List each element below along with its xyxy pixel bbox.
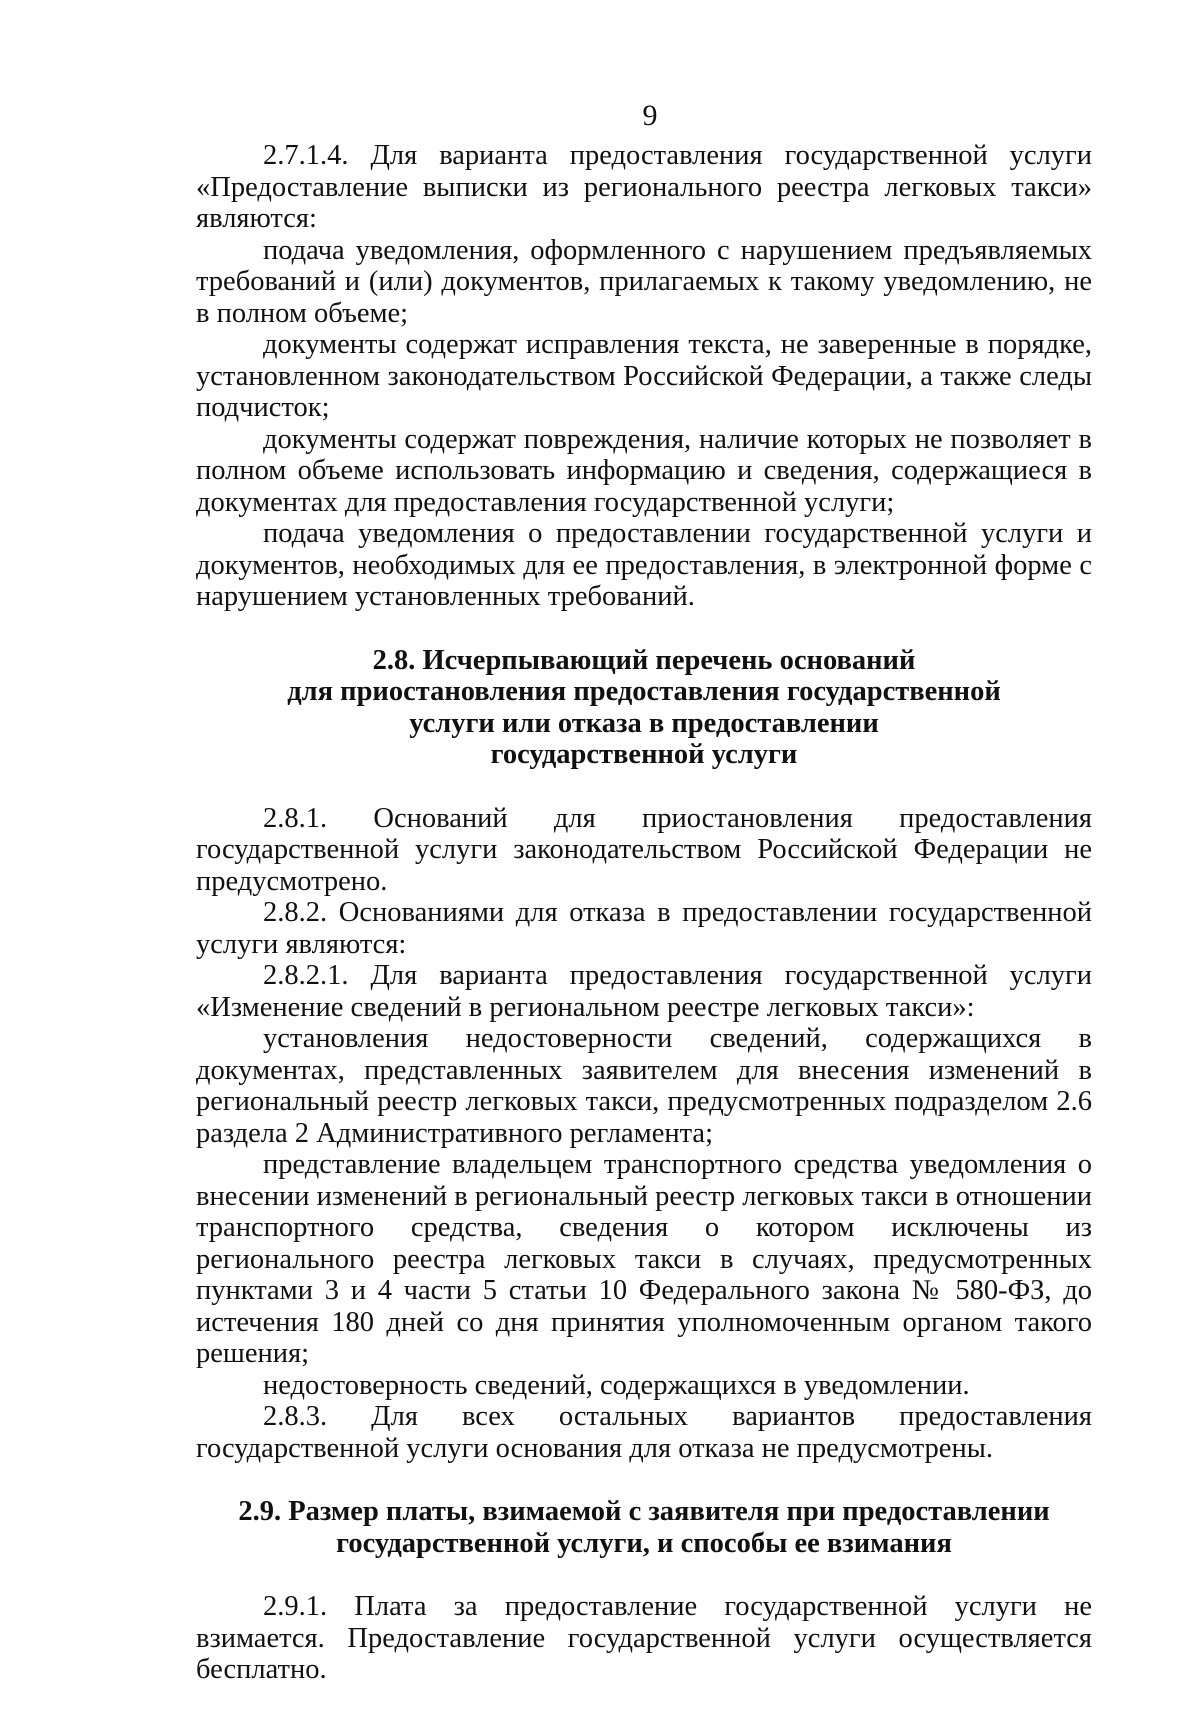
heading-line: для приостановления предоставления государственной	[287, 676, 1001, 707]
paragraph-2-8-2-1: 2.8.2.1. Для варианта предоставления государственной услуги «Изменение сведений в региональном реестре легковых такси»:	[196, 960, 1092, 1023]
list-item-text-corrections: документы содержат исправления текста, не заверенные в порядке, установленном законодательством Российской Федерации, а также следы подчисток;	[196, 329, 1092, 423]
list-item-electronic-form-violation: подача уведомления о предоставлении государственной услуги и документов, необходимых для ее предоставления, в электронной форме с нарушением установленных требований.	[196, 518, 1092, 612]
list-item-notice-violation: подача уведомления, оформленного с нарушением предъявляемых требований и (или) документов, прилагаемых к такому уведомлению, не в полном объеме;	[196, 234, 1092, 329]
paragraph-2-8-3: 2.8.3. Для всех остальных вариантов предоставления государственной услуги основания для отказа не предусмотрены.	[196, 1401, 1092, 1464]
section-heading-2-9	[196, 1496, 1092, 1559]
list-item-owner-notice: представление владельцем транспортного средства уведомления о внесении изменений в региональный реестр легковых такси в отношении транспортного средства, сведения о котором исключены из регионального реестра легковых такси в случаях, предусмотренных пунктами 3 и 4 части 5 статьи 10 Федерального закона № 580-ФЗ, до истечения 180 дней со дня принятия уполномоченным органом такого решения;	[196, 1149, 1092, 1369]
heading-line: услуги или отказа в предоставлении	[409, 707, 879, 739]
paragraph-2-8-1: 2.8.1. Оснований для приостановления предоставления государственной услуги законодательством Российской Федерации не предусмотрено.	[196, 802, 1092, 897]
list-item-unreliable-notice: недостоверность сведений, содержащихся в уведомлении.	[263, 1369, 970, 1401]
heading-line: 2.8. Исчерпывающий перечень оснований	[372, 644, 916, 676]
page-number: 9	[642, 99, 658, 132]
heading-line: государственной услуги	[490, 739, 798, 770]
paragraph-2-8-2: 2.8.2. Основаниями для отказа в предоставлении государственной услуги являются:	[196, 897, 1092, 960]
heading-line: государственной услуги, и способы ее взимания	[336, 1527, 952, 1559]
list-item-unreliable-info: установления недостоверности сведений, содержащихся в документах, представленных заявителем для внесения изменений в региональный реестр легковых такси, предусмотренных подразделом 2.6 раздела 2 Административного регламента;	[196, 1023, 1092, 1149]
section-heading-2-8	[196, 645, 1092, 771]
paragraph-2-9-1: 2.9.1. Плата за предоставление государственной услуги не взимается. Предоставление государственной услуги осуществляется бесплатно.	[196, 1591, 1092, 1685]
list-item-document-damage: документы содержат повреждения, наличие которых не позволяет в полном объеме использовать информацию и сведения, содержащиеся в документах для предоставления государственной услуги;	[196, 423, 1092, 518]
heading-line: 2.9. Размер платы, взимаемой с заявителя при предоставлении	[238, 1496, 1050, 1527]
paragraph-2-7-1-4: 2.7.1.4. Для варианта предоставления государственной услуги «Предоставление выписки из регионального реестра легковых такси» являются:	[196, 140, 1092, 234]
